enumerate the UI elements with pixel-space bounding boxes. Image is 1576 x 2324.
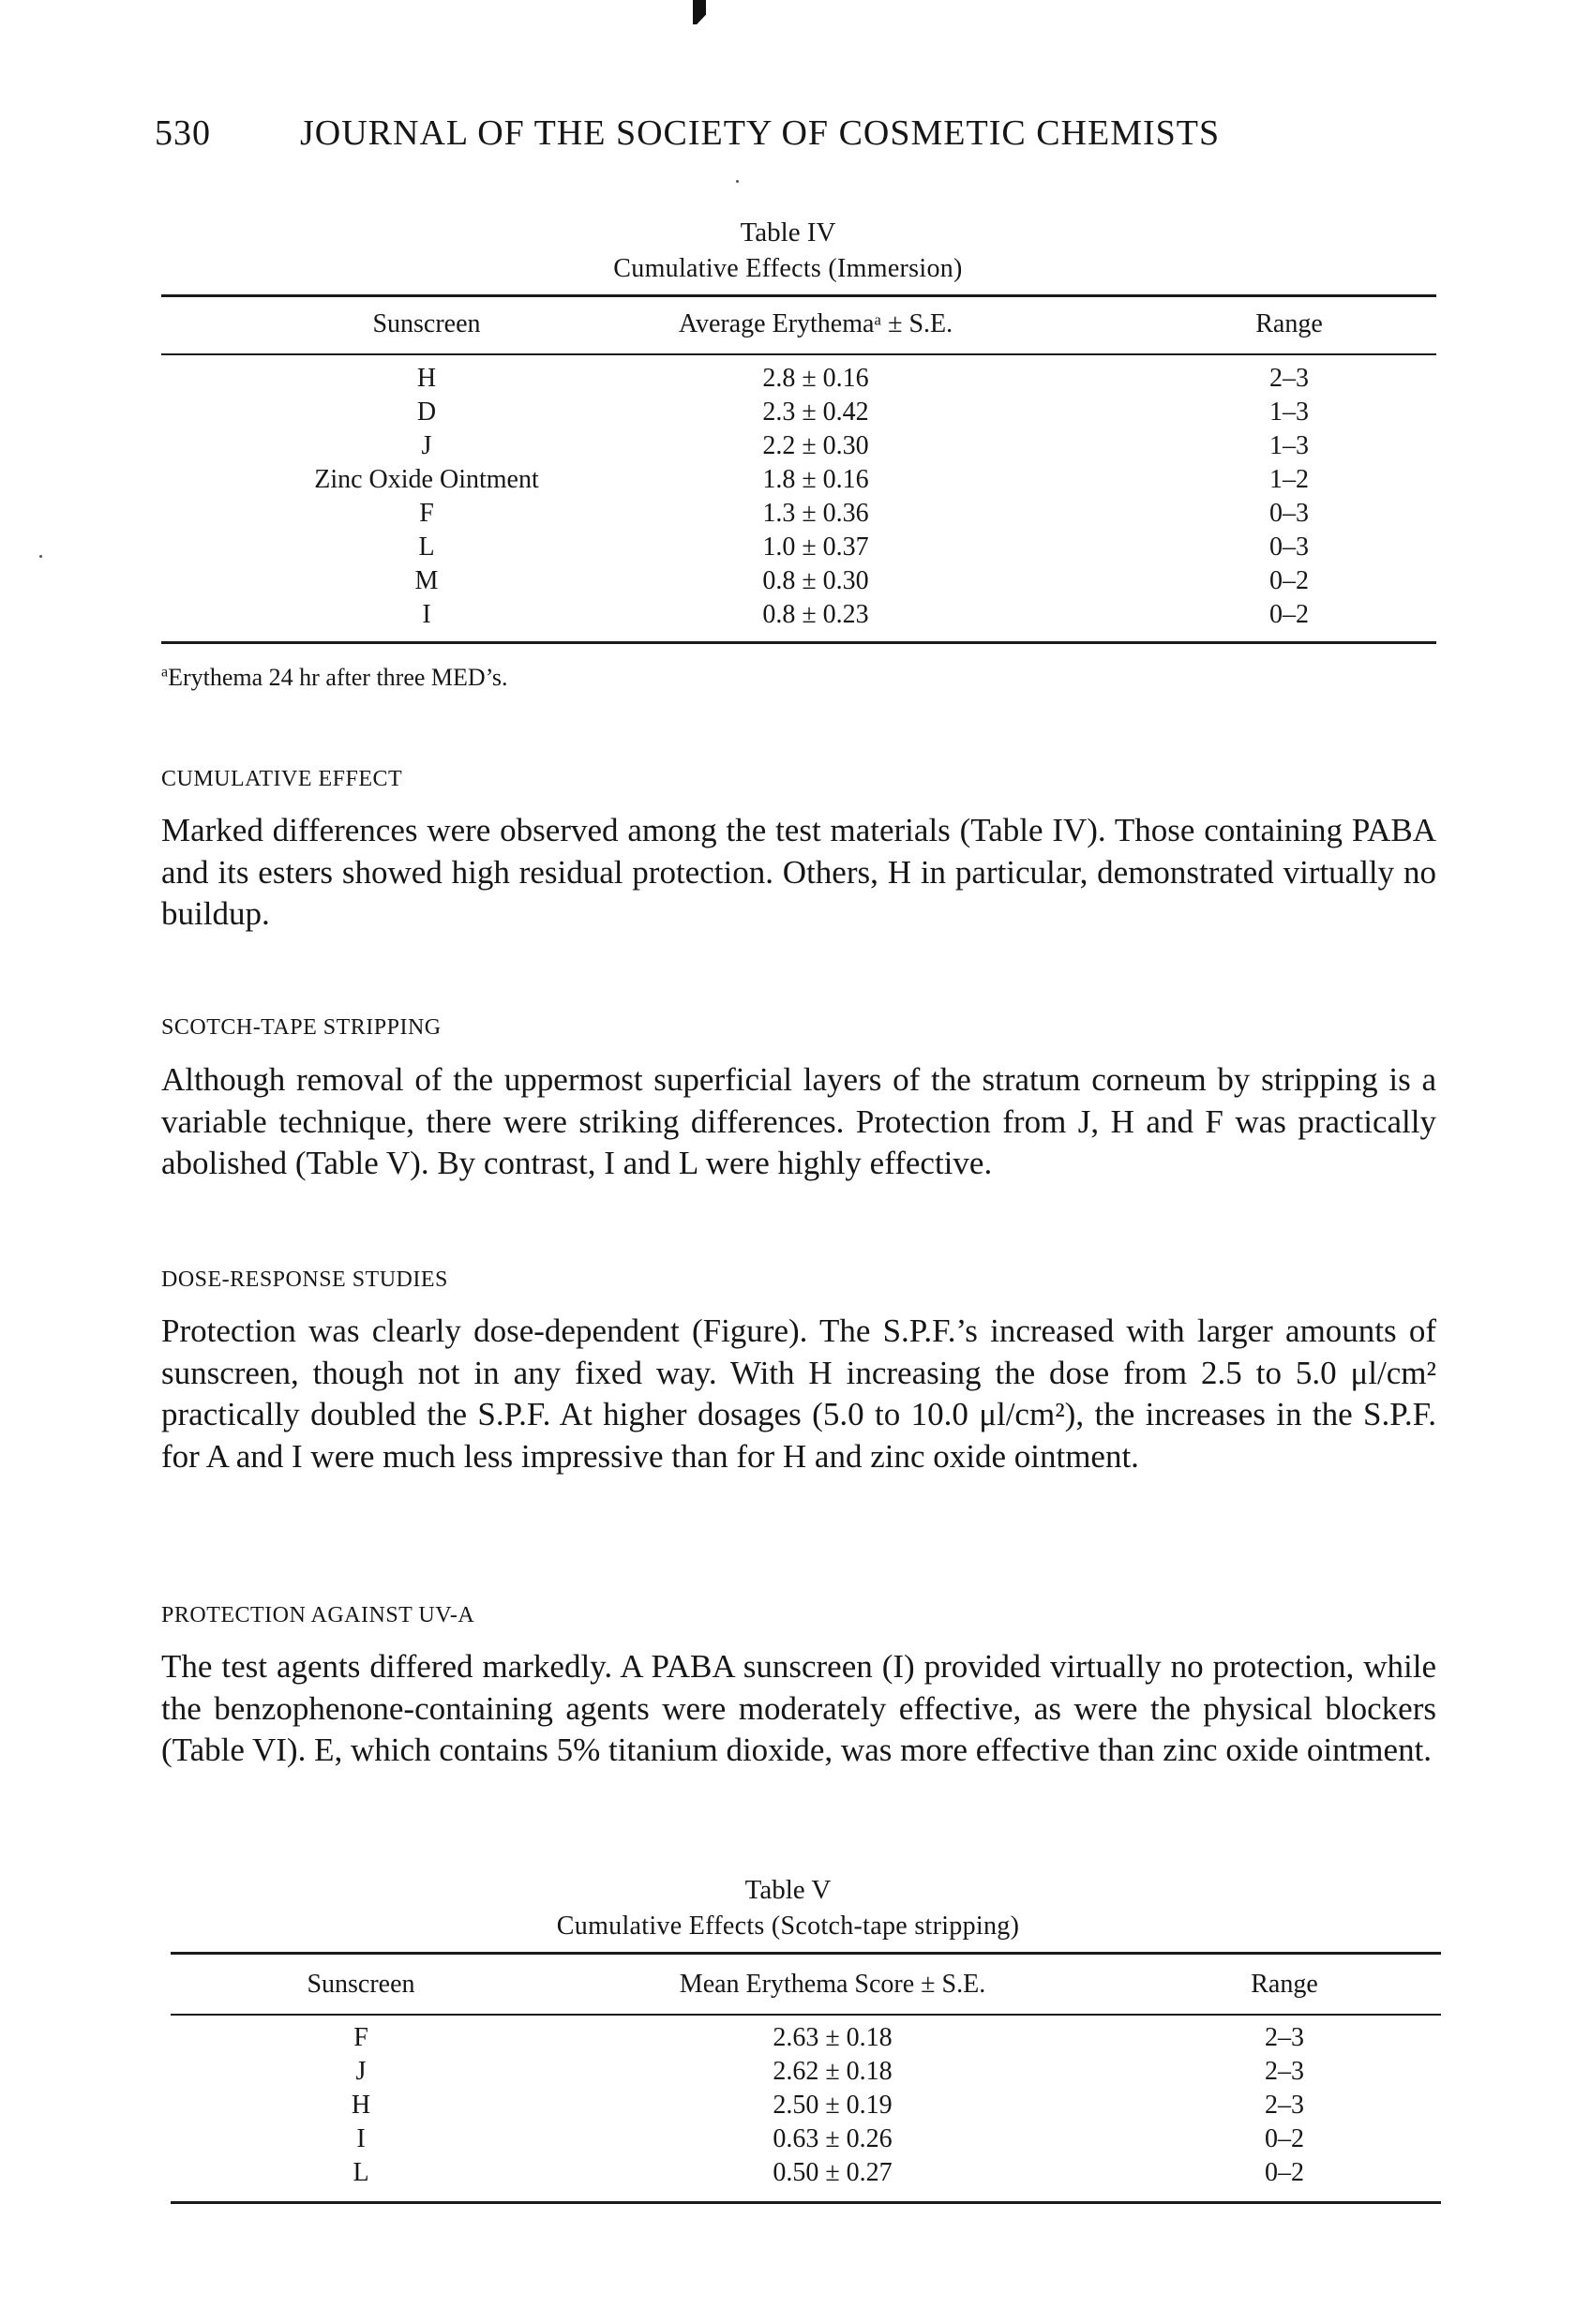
table-cell: 1.8 ± 0.16 [762, 465, 869, 494]
table-cell: 1–3 [1269, 397, 1309, 427]
table-cell: 0–3 [1269, 499, 1309, 528]
table-cell: F [419, 499, 434, 528]
table-cell: H [416, 364, 437, 393]
table-cell: 0.8 ± 0.23 [762, 600, 869, 629]
table-cell: I [356, 2124, 366, 2153]
table4-number: Table IV [740, 217, 836, 247]
table-cell: H [351, 2091, 371, 2120]
table-cell: 2.62 ± 0.18 [773, 2057, 893, 2086]
section-heading: PROTECTION AGAINST UV-A [161, 1603, 475, 1627]
table-row [0, 2057, 1576, 2091]
table-row [0, 397, 1576, 431]
table4-title: Cumulative Effects (Immersion) [613, 254, 963, 283]
table-row [0, 499, 1576, 532]
table5-col-range: Range [1251, 1970, 1318, 1999]
table-row [0, 465, 1576, 499]
table-cell: D [416, 397, 437, 427]
table-cell: M [414, 566, 439, 595]
table-cell: 2.63 ± 0.18 [773, 2023, 893, 2052]
table5-top-rule [171, 1952, 1441, 1955]
table-cell: 2.8 ± 0.16 [762, 364, 869, 393]
section-heading: DOSE-RESPONSE STUDIES [161, 1267, 448, 1292]
table-cell: 2–3 [1265, 2057, 1304, 2086]
table4-col-sunscreen: Sunscreen [372, 309, 481, 338]
table-row [0, 2158, 1576, 2192]
table5-title: Cumulative Effects (Scotch-tape stripping) [556, 1912, 1020, 1941]
table-row [0, 600, 1576, 634]
table5-bottom-rule [171, 2201, 1441, 2204]
table-cell: L [353, 2158, 369, 2187]
journal-title: JOURNAL OF THE SOCIETY OF COSMETIC CHEMISTS [300, 113, 1221, 153]
table-cell: 0.63 ± 0.26 [773, 2124, 893, 2153]
table-cell: 0.50 ± 0.27 [773, 2158, 893, 2187]
table-cell: 1–3 [1269, 431, 1309, 460]
table5-header-rule [171, 2014, 1441, 2016]
table5-number: Table V [744, 1875, 832, 1905]
table-cell: 1.3 ± 0.36 [762, 499, 869, 528]
table4-header-rule [161, 353, 1436, 355]
table4-footnote [161, 664, 508, 692]
table-cell: 0–2 [1265, 2158, 1304, 2187]
table-cell: 0–3 [1269, 532, 1309, 562]
table5-header-row [0, 1970, 1576, 2003]
running-header [155, 112, 1467, 154]
table4-top-rule [161, 294, 1436, 297]
table-row [0, 2023, 1576, 2057]
table-row [0, 566, 1576, 600]
section-paragraph: Marked differences were observed among the test materials (Table IV). Those containing PABA and its esters showed high residual protection. Others, H in particular, demonstrated virtually no buildup. [161, 812, 1436, 932]
section-paragraph: Protection was clearly dose-dependent (Figure). The S.P.F.’s increased with larger amounts of sunscreen, though not in any fixed way. With H increasing the dose from 2.5 to 5.0 μl/cm² practically doubled the S.P.F. At higher dosages (5.0 to 10.0 μl/cm²), the increases in the S.P.F. for A and I were much less impressive than for H and zinc oxide ointment. [161, 1312, 1436, 1475]
table-cell: Zinc Oxide Ointment [314, 465, 539, 494]
table-cell: 0.8 ± 0.30 [762, 566, 869, 595]
table-cell: 2.50 ± 0.19 [773, 2091, 893, 2120]
table-cell: 0–2 [1269, 566, 1309, 595]
table-cell: J [355, 2057, 367, 2086]
table5-caption [0, 1875, 1576, 1942]
table-row [0, 532, 1576, 566]
table4-caption [0, 217, 1576, 284]
table-cell: 2–3 [1269, 364, 1309, 393]
table-cell: L [418, 532, 435, 562]
table-cell: 0–2 [1265, 2124, 1304, 2153]
section-heading: CUMULATIVE EFFECT [161, 767, 403, 791]
table-cell: 1–2 [1269, 465, 1309, 494]
table-cell: I [422, 600, 431, 629]
table4-col-range: Range [1255, 309, 1323, 338]
table-cell: 1.0 ± 0.37 [762, 532, 869, 562]
table-cell: J [421, 431, 432, 460]
table5-col-score: Mean Erythema Score ± S.E. [679, 1970, 986, 1999]
table4-header-row [0, 309, 1576, 343]
table-cell: 2.2 ± 0.30 [762, 431, 869, 460]
section-heading: SCOTCH-TAPE STRIPPING [161, 1015, 442, 1040]
table-row [0, 2091, 1576, 2124]
table-row [0, 364, 1576, 397]
table4-col-erythema: Average Erythemaᵃ ± S.E. [678, 309, 953, 338]
footnote-text: Erythema 24 hr after three MED’s. [168, 664, 508, 691]
table-cell: 2.3 ± 0.42 [762, 397, 869, 427]
section-paragraph: Although removal of the uppermost superficial layers of the stratum corneum by stripping is a variable technique, there were striking differences. Protection from J, H and F was practically abolished (Table V). By contrast, I and L were highly effective. [161, 1061, 1436, 1181]
table-cell: 2–3 [1265, 2091, 1304, 2120]
scan-speck [736, 180, 739, 183]
table-cell: 2–3 [1265, 2023, 1304, 2052]
page-number: 530 [155, 113, 211, 153]
table-row [0, 2124, 1576, 2158]
table-row [0, 431, 1576, 465]
table-cell: 0–2 [1269, 600, 1309, 629]
footnote-mark: a [161, 664, 169, 681]
section-paragraph: The test agents differed markedly. A PABA sunscreen (I) provided virtually no protection, while the benzophenone-containing agents were moderately effective, as were the physical blockers (Table VI). E, which contains 5% titanium dioxide, was more effective than zinc oxide ointment. [161, 1648, 1436, 1768]
table5-col-sunscreen: Sunscreen [307, 1970, 415, 1999]
scan-mark [693, 0, 706, 24]
table-cell: F [353, 2023, 368, 2052]
table4-bottom-rule [161, 641, 1436, 644]
